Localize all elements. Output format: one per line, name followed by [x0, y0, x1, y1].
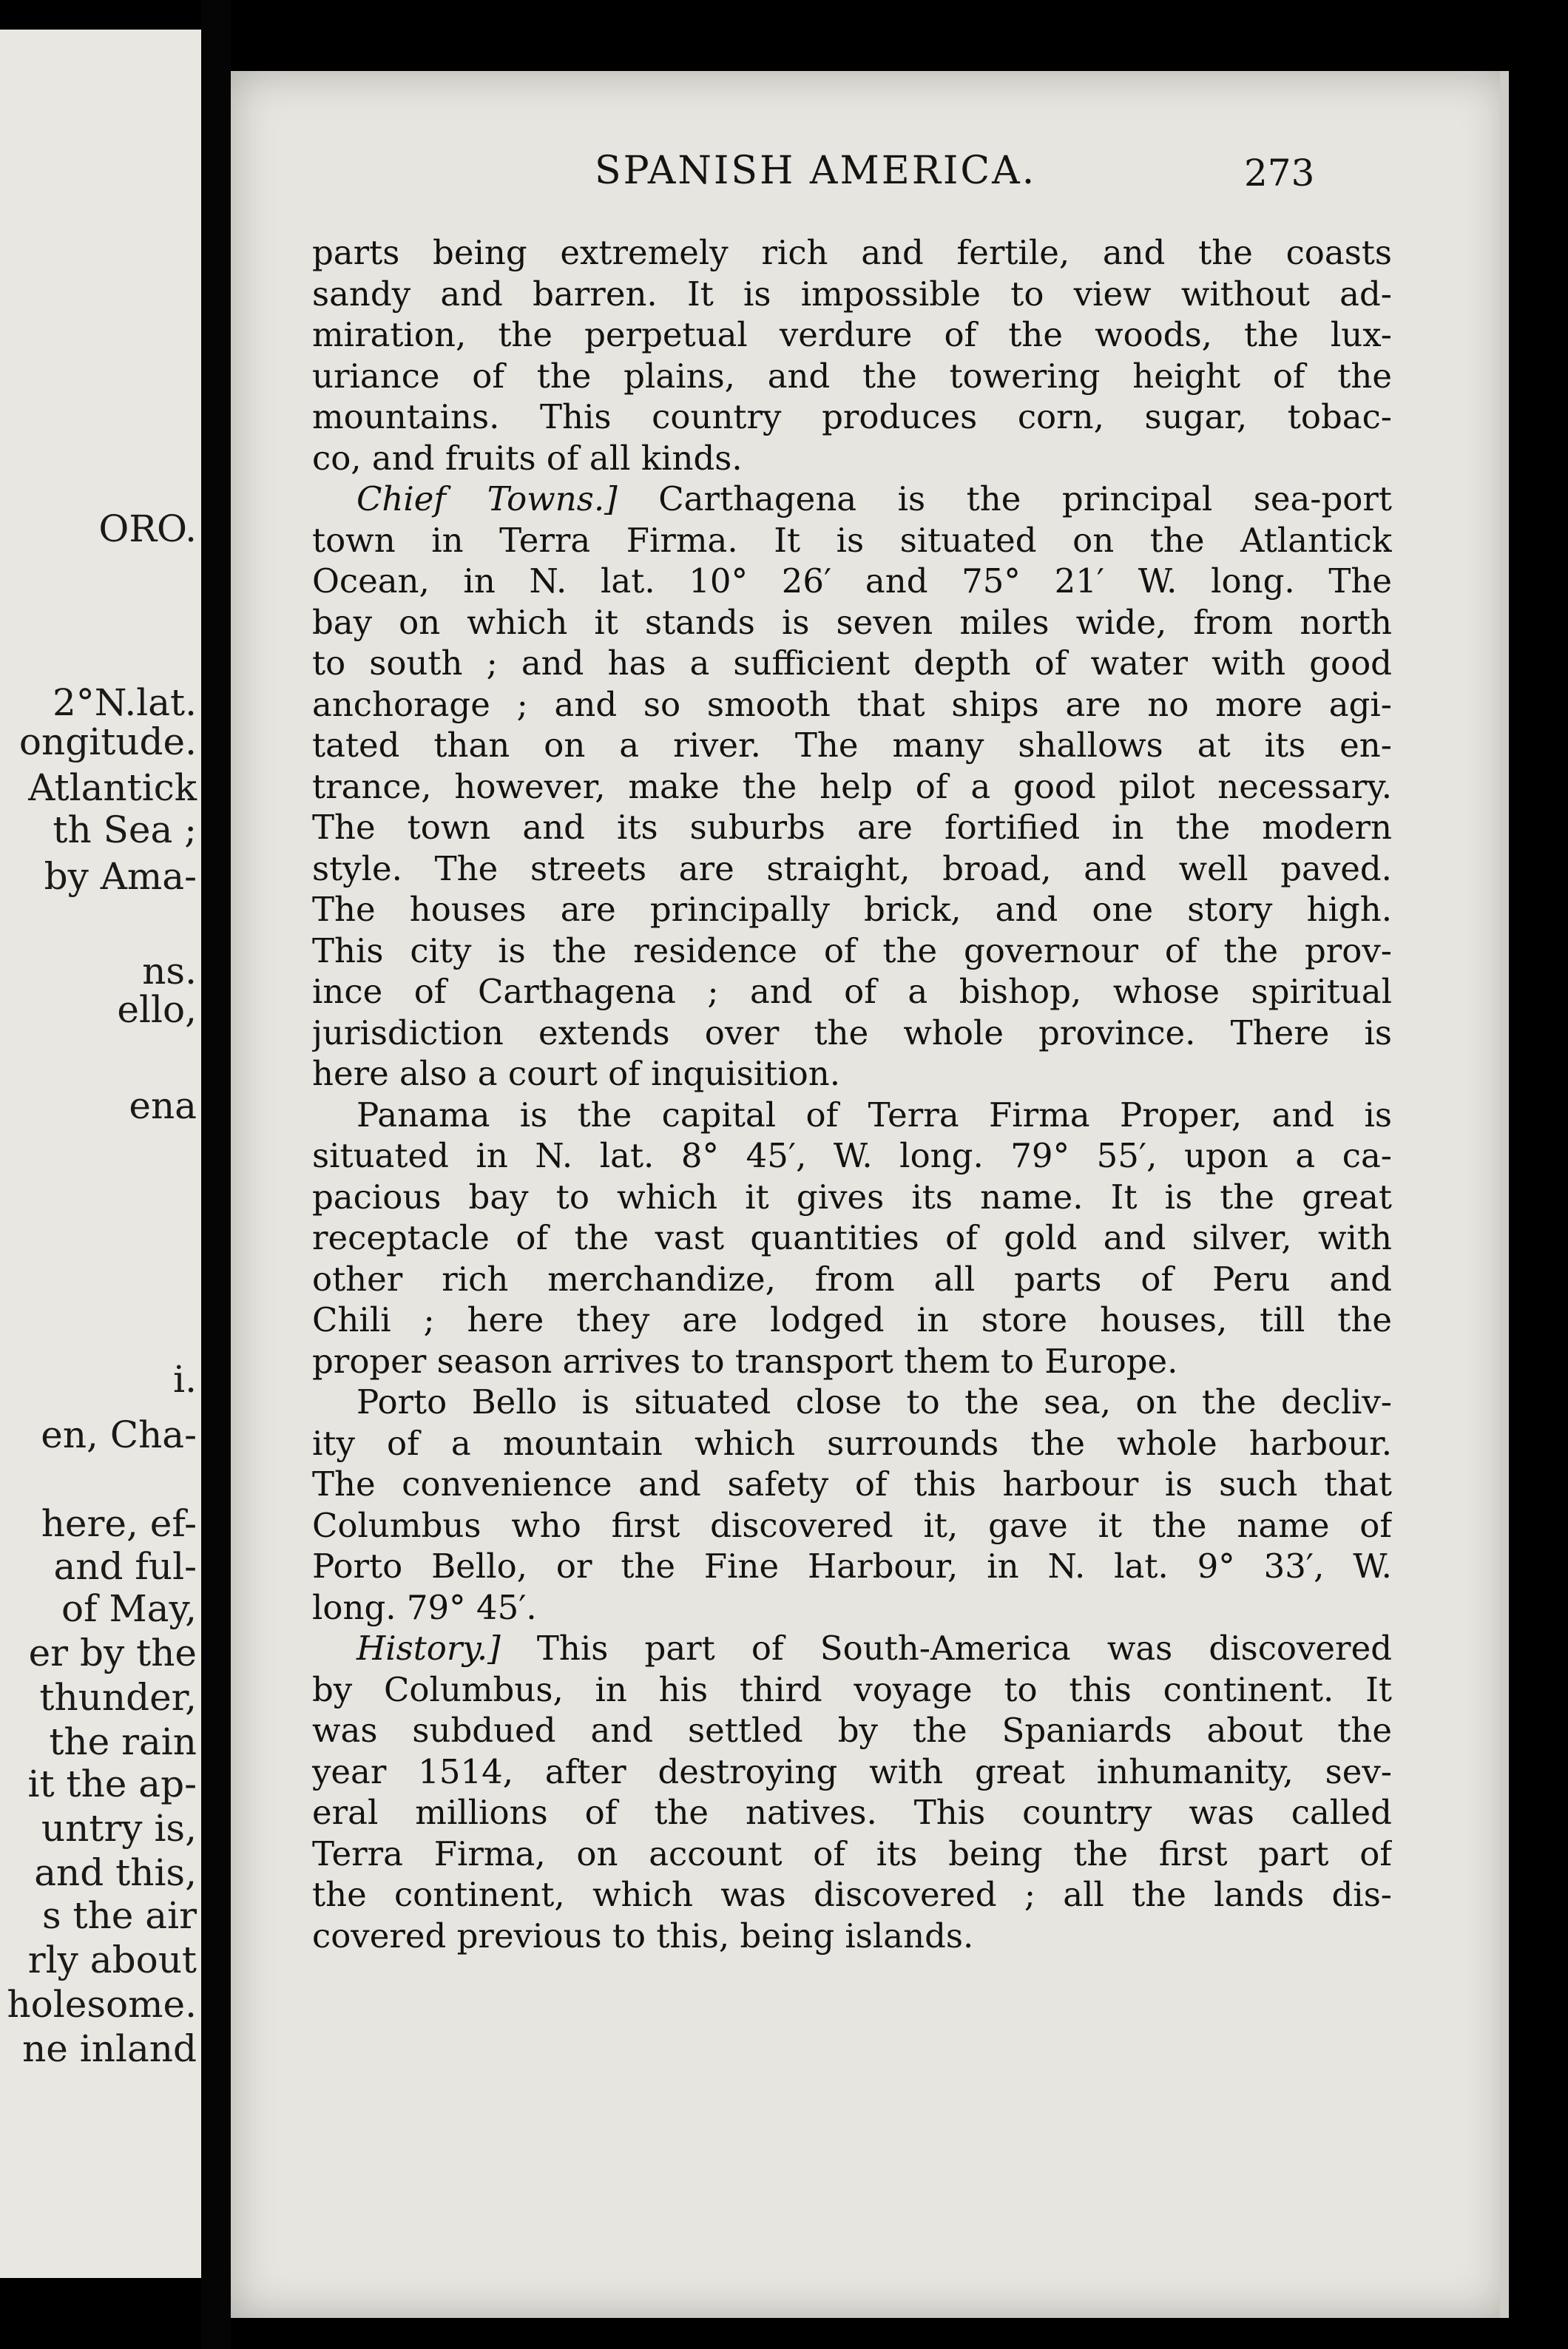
text-line: This city is the residence of the governour of the prov-	[312, 930, 1392, 970]
left-page-line: by Ama-	[44, 855, 197, 898]
text-line: The houses are principally brick, and one story high.	[312, 890, 1392, 929]
left-page-line: en, Cha-	[41, 1413, 197, 1456]
text-line: eral millions of the natives. This country was called	[312, 1793, 1392, 1832]
text-line: co, and fruits of all kinds.	[312, 438, 743, 478]
left-page-line: thunder,	[39, 1676, 197, 1719]
text-line	[312, 479, 1392, 520]
text-line: sandy and barren. It is impossible to view without ad-	[312, 274, 1392, 314]
left-page-line: s the air	[41, 1894, 197, 1937]
side-heading: History.]	[356, 1629, 501, 1668]
book-gutter	[201, 0, 231, 2349]
left-page-fragment	[0, 30, 201, 2278]
line-text: This part of South-America was discovered	[500, 1629, 1392, 1668]
left-page-line: the rain	[49, 1720, 197, 1763]
left-page-line: ena	[129, 1084, 197, 1127]
text-line: situated in N. lat. 8° 45′, W. long. 79° 55′, upon a ca-	[312, 1136, 1392, 1175]
text-line: ity of a mountain which surrounds the whole harbour.	[312, 1423, 1392, 1463]
left-page-line: here, ef-	[41, 1502, 197, 1545]
text-line: other rich merchandize, from all parts of Peru and	[312, 1259, 1392, 1299]
text-line: here also a court of inquisition.	[312, 1054, 841, 1093]
text-line: long. 79° 45′.	[312, 1587, 537, 1627]
text-line: to south ; and has a sufficient depth of water with good	[312, 643, 1392, 683]
left-page-line: rly about	[27, 1939, 197, 1981]
text-line: bay on which it stands is seven miles wide, from north	[312, 602, 1392, 642]
text-line: uriance of the plains, and the towering height of the	[312, 356, 1392, 396]
text-line: pacious bay to which it gives its name. It is the great	[312, 1177, 1392, 1217]
left-page-line: of May,	[61, 1587, 197, 1630]
text-line	[312, 1628, 1392, 1669]
text-line: year 1514, after destroying with great inhumanity, sev-	[312, 1751, 1392, 1791]
left-page-line: and ful-	[53, 1545, 197, 1588]
text-line: style. The streets are straight, broad, and well paved.	[312, 848, 1392, 888]
text-line: the continent, which was discovered ; all the lands dis-	[312, 1875, 1392, 1914]
text-line: town in Terra Firma. It is situated on the Atlantick	[312, 520, 1392, 560]
text-line: jurisdiction extends over the whole province. There is	[312, 1013, 1392, 1052]
text-line: ince of Carthagena ; and of a bishop, whose spiritual	[312, 972, 1392, 1011]
left-page-line: th Sea ;	[53, 808, 197, 851]
text-line: proper season arrives to transport them to Europe.	[312, 1341, 1178, 1381]
text-line: Ocean, in N. lat. 10° 26′ and 75° 21′ W. long. The	[312, 561, 1392, 601]
left-page-line: er by the	[28, 1632, 197, 1674]
text-line: by Columbus, in his third voyage to this continent. It	[312, 1669, 1392, 1709]
running-head-title: SPANISH AMERICA.	[595, 149, 1037, 193]
text-line: covered previous to this, being islands.	[312, 1916, 974, 1956]
left-page-line: and this,	[34, 1851, 197, 1894]
line-text: Carthagena is the principal sea-port	[617, 479, 1392, 518]
left-page-line: ne inland	[22, 2027, 197, 2070]
left-page-line: Atlantick	[28, 766, 197, 809]
text-line: parts being extremely rich and fertile, and the coasts	[312, 233, 1392, 272]
left-page-line: holesome.	[7, 1983, 197, 2026]
left-page-line: untry is,	[41, 1807, 197, 1850]
left-page-line: ORO.	[98, 507, 197, 550]
left-page-line: it the ap-	[27, 1762, 197, 1805]
text-line: miration, the perpetual verdure of the woods, the lux-	[312, 315, 1392, 354]
page-edge	[1500, 71, 1509, 2318]
text-line: The convenience and safety of this harbour is such that	[312, 1464, 1392, 1504]
text-line: was subdued and settled by the Spaniards about the	[312, 1711, 1392, 1750]
text-line: anchorage ; and so smooth that ships are no more agi-	[312, 684, 1392, 724]
left-page-line: ns.	[142, 950, 197, 993]
body-text	[312, 232, 1392, 1956]
text-line: Porto Bello, or the Fine Harbour, in N. lat. 9° 33′, W.	[312, 1547, 1392, 1586]
text-line: mountains. This country produces corn, sugar, tobac-	[312, 397, 1392, 436]
left-page-line: ongitude.	[18, 720, 197, 763]
text-line: Columbus who first discovered it, gave it the name of	[312, 1505, 1392, 1545]
text-line: Porto Bello is situated close to the sea, on the decliv-	[356, 1382, 1392, 1422]
text-line: trance, however, make the help of a good pilot necessary.	[312, 766, 1392, 806]
left-page-line: ello,	[117, 988, 197, 1031]
side-heading: Chief Towns.]	[356, 479, 618, 518]
left-page-line: 2°N.lat.	[52, 681, 197, 724]
text-line: Chili ; here they are lodged in store houses, till the	[312, 1300, 1392, 1339]
text-line: The town and its suburbs are fortified in the modern	[312, 808, 1392, 847]
left-page-line: i.	[173, 1358, 197, 1401]
running-head	[231, 149, 1509, 200]
page-number: 273	[1244, 152, 1315, 195]
text-line: Terra Firma, on account of its being the first part of	[312, 1833, 1392, 1873]
text-line: receptacle of the vast quantities of gold and silver, with	[312, 1218, 1392, 1257]
text-line: Panama is the capital of Terra Firma Proper, and is	[356, 1095, 1392, 1135]
text-line: tated than on a river. The many shallows at its en-	[312, 726, 1392, 765]
right-page	[231, 71, 1509, 2318]
